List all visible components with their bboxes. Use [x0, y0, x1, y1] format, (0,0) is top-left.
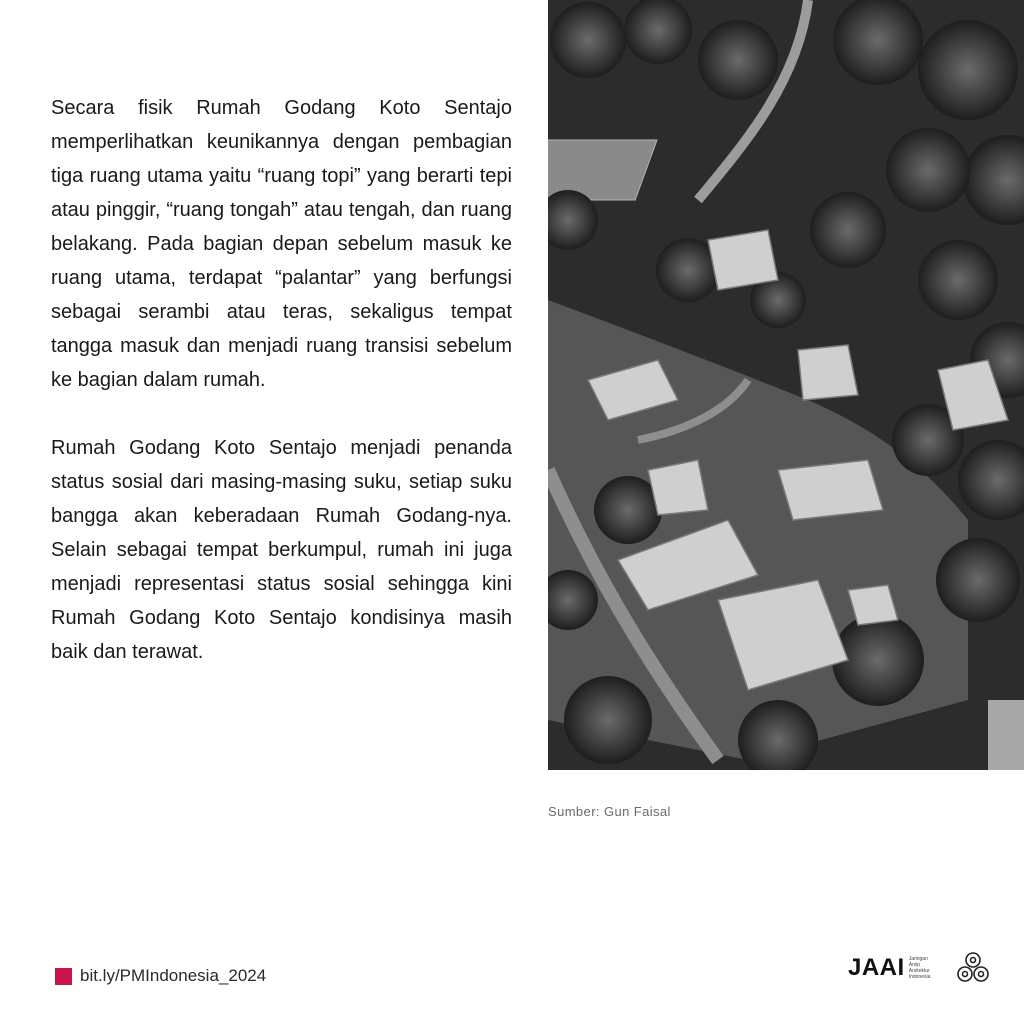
- photo-caption: Sumber: Gun Faisal: [548, 804, 671, 819]
- triskelion-logo-icon: [955, 950, 991, 986]
- body-text: [51, 91, 512, 703]
- accent-square: [55, 968, 72, 985]
- paragraph-1: Secara fisik Rumah Godang Koto Sentajo memperlihatkan keunikannya dengan pembagian tiga ruang utama yaitu “ruang topi” yang berarti tepi atau pinggir, “ruang tongah” atau tengah, dan ruang belakang. Pada bagian depan sebelum masuk ke ruang utama, terdapat “palantar” yang berfungsi sebagai serambi atau teras, sekaligus tempat tangga masuk dan menjadi ruang transisi sebelum ke bagian dalam rumah.: [51, 97, 512, 391]
- aerial-village-photo: [548, 0, 1024, 770]
- footer-link-text[interactable]: bit.ly/PMIndonesia_2024: [80, 966, 267, 985]
- paragraph-2: Rumah Godang Koto Sentajo menjadi penanda status sosial dari masing-masing suku, setiap suku bangga akan keberadaan Rumah Godang-nya. Selain sebagai tempat berkumpul, rumah ini juga menjadi representasi status sosial sehingga kini Rumah Godang Koto Sentajo kondisinya masih baik dan terawat.: [51, 437, 512, 663]
- jaai-logo: [848, 950, 991, 986]
- footer-link[interactable]: [55, 966, 266, 986]
- logo-subtext: Jaringan Arsip Arsitektur Indonesia: [908, 956, 931, 980]
- logo-wordmark: JAAI: [848, 954, 905, 981]
